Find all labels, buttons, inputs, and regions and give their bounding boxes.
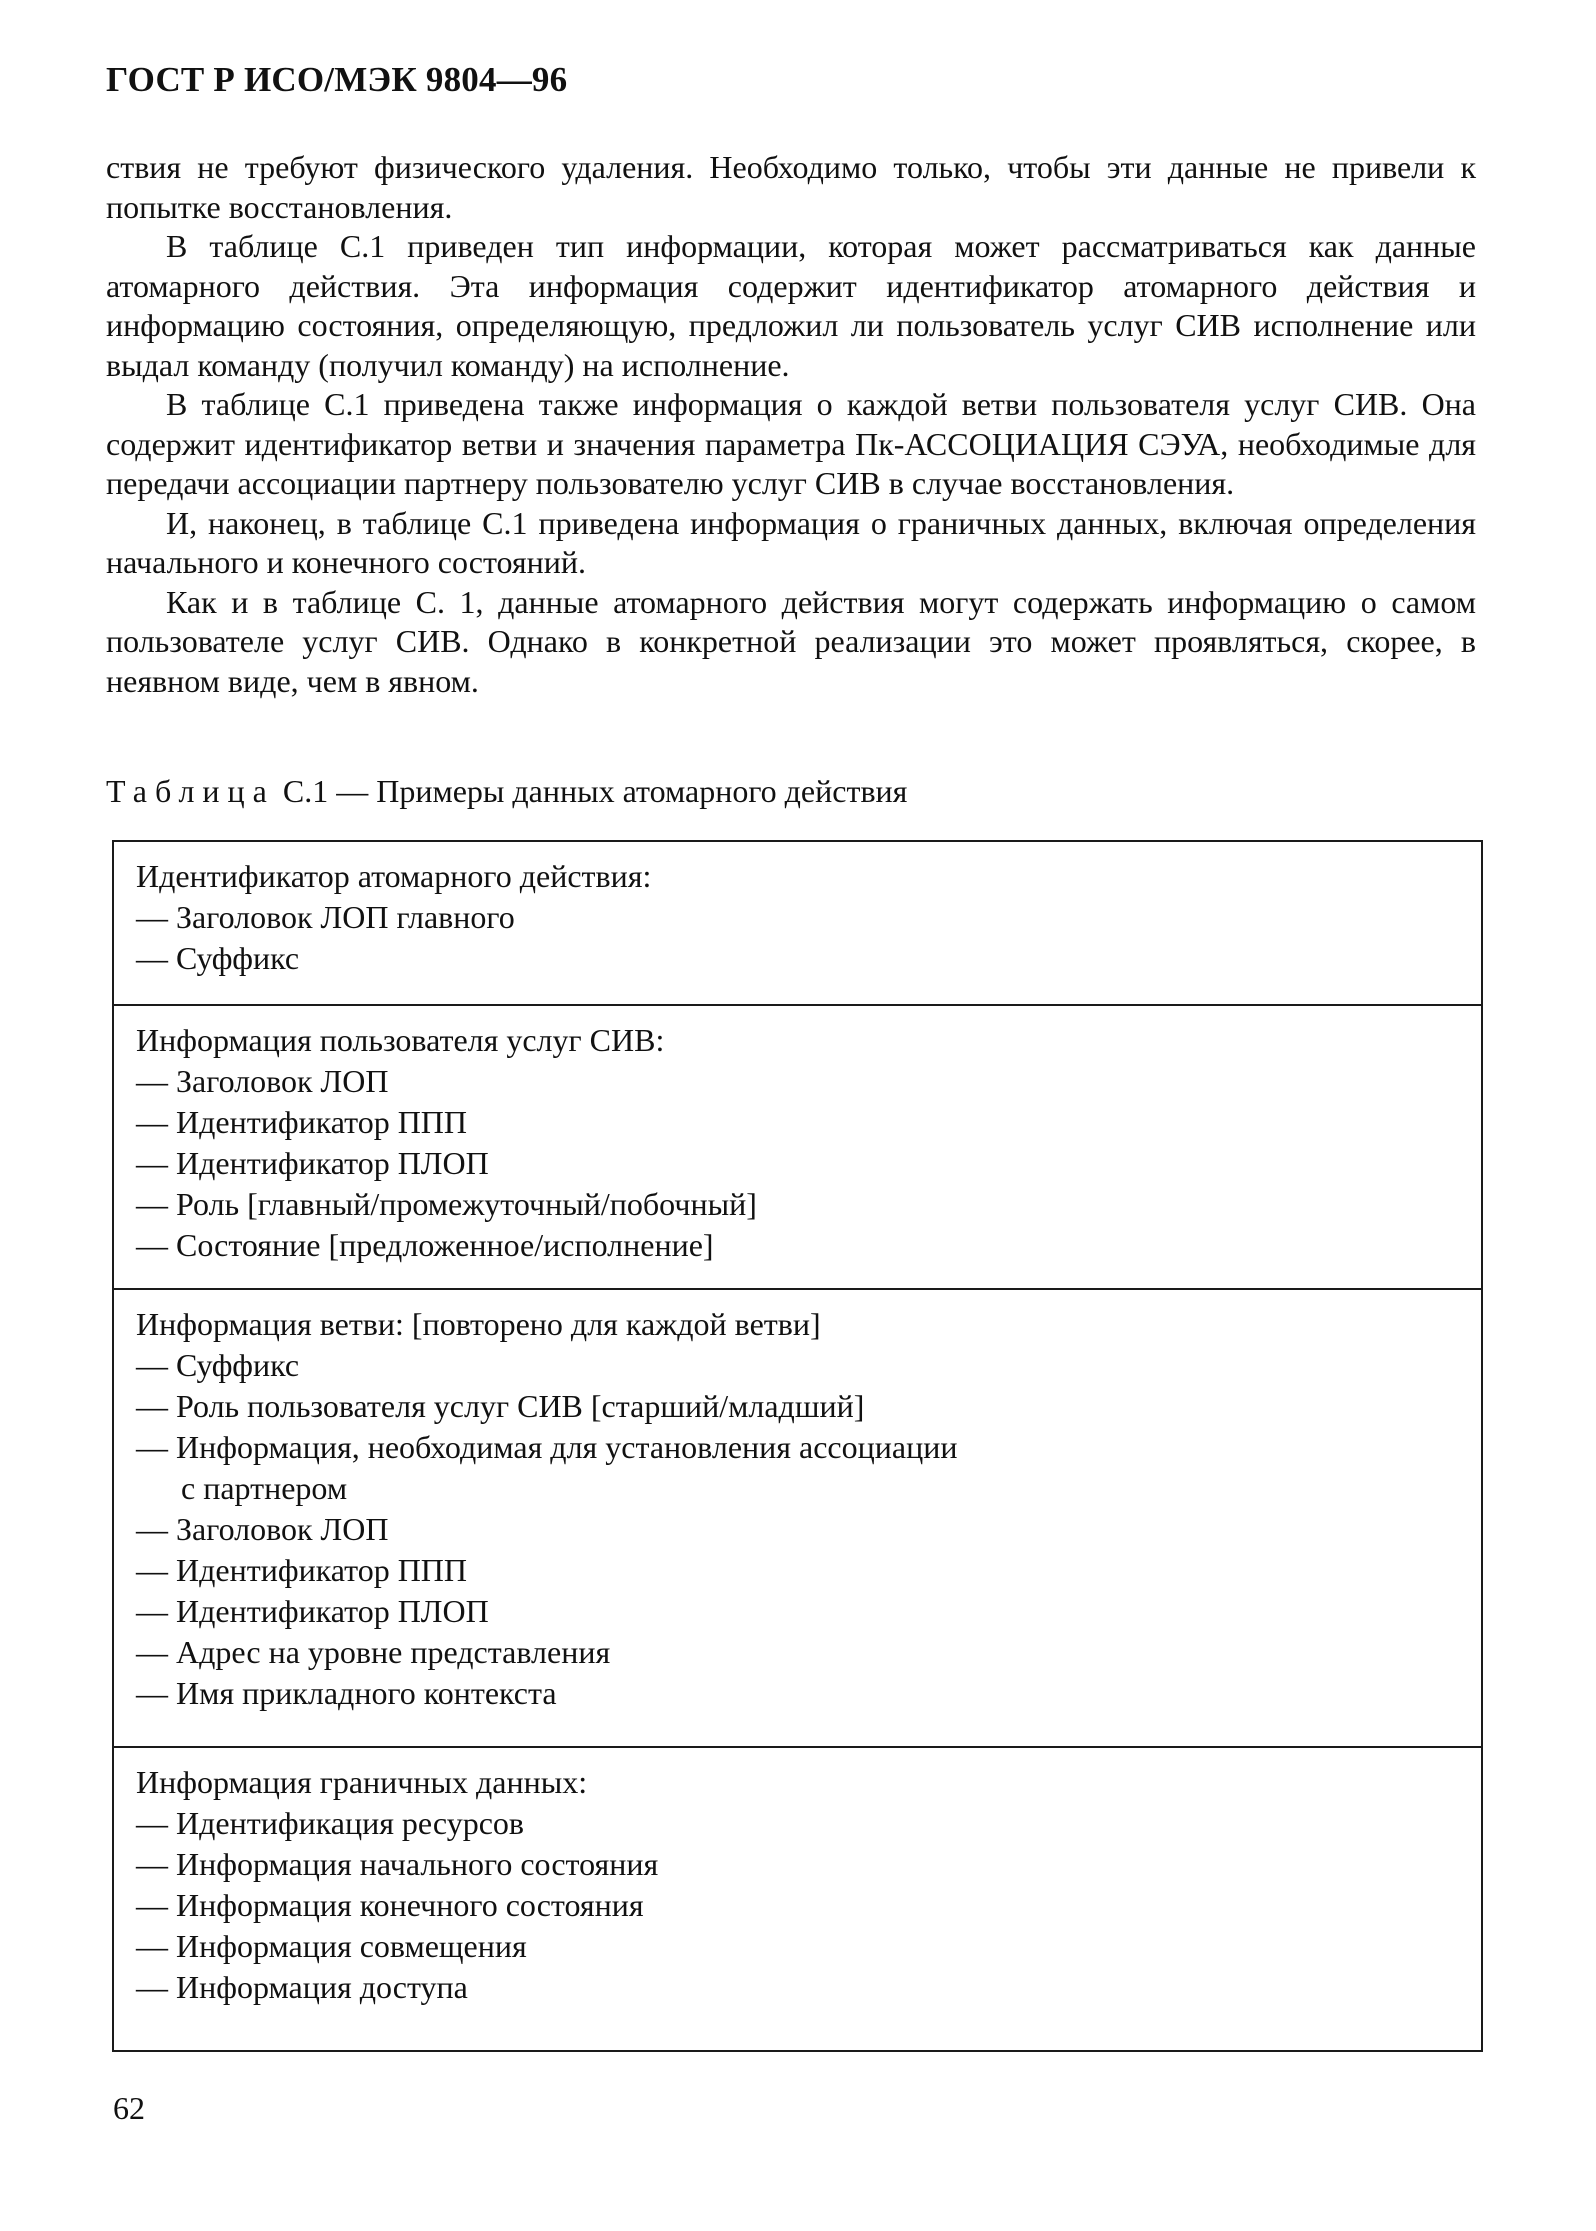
cell-item: — Идентификатор ПЛОП (136, 1593, 489, 1629)
cell-title: Информация ветви: [повторено для каждой ветви] (136, 1306, 821, 1342)
cell-item: — Информация конечного состояния (136, 1887, 644, 1923)
data-table (112, 840, 1483, 2052)
paragraph: Как и в таблице С. 1, данные атомарного действия могут содержать информацию о самом пользователе услуг СИВ. Однако в конкретной реализации это может проявляться, скорее, в неявном виде, чем в явном. (106, 583, 1476, 699)
cell-item: — Заголовок ЛОП (136, 1063, 389, 1099)
paragraph: В таблице С.1 приведен тип информации, которая может рассматриваться как данные атомарного действия. Эта информация содержит идентификатор атомарного действия и информацию состояния, определяющую, предложил ли пользователь услуг СИВ исполнение или выдал команду (получил команду) на исполнение. (106, 228, 1476, 383)
cell-item: — Заголовок ЛОП главного (136, 899, 515, 935)
cell-item: — Заголовок ЛОП (136, 1511, 389, 1547)
cell-item: — Информация, необходимая для установления ассоциации (136, 1429, 958, 1465)
cell-title: Информация пользователя услуг СИВ: (136, 1022, 665, 1058)
cell-item: — Суффикс (136, 940, 300, 976)
table-cell-user-info (114, 1004, 1481, 1288)
cell-title: Идентификатор атомарного действия: (136, 858, 652, 894)
cell-item: — Идентификация ресурсов (136, 1805, 525, 1841)
table-caption (106, 772, 907, 811)
cell-item: — Состояние [предложенное/исполнение] (136, 1227, 714, 1263)
table-cell-boundary-data (114, 1746, 1481, 2050)
table-caption-number: С.1 (282, 773, 329, 809)
cell-item: — Роль пользователя услуг СИВ [старший/младший] (136, 1388, 865, 1424)
table-caption-label: Таблица (106, 773, 275, 809)
cell-item: — Идентификатор ПЛОП (136, 1145, 489, 1181)
cell-item: — Имя прикладного контекста (136, 1675, 557, 1711)
paragraph: ствия не требуют физического удаления. Необходимо только, чтобы эти данные не привели к попытке восстановления. (106, 149, 1476, 225)
cell-item: — Идентификатор ППП (136, 1552, 468, 1588)
body-text (106, 148, 1476, 701)
cell-item: — Роль [главный/промежуточный/побочный] (136, 1186, 757, 1222)
document-header: ГОСТ Р ИСО/МЭК 9804—96 (106, 60, 568, 99)
cell-item: — Идентификатор ППП (136, 1104, 468, 1140)
cell-title: Информация граничных данных: (136, 1764, 588, 1800)
table-cell-branch-info (114, 1288, 1481, 1746)
page-number: 62 (113, 2090, 145, 2126)
cell-item: — Суффикс (136, 1347, 300, 1383)
cell-item: — Информация доступа (136, 1969, 468, 2005)
paragraph: В таблице С.1 приведена также информация о каждой ветви пользователя услуг СИВ. Она содержит идентификатор ветви и значения параметра Пк-АССОЦИАЦИЯ СЭУА, необходимые для передачи ассоциации партнеру пользователю услуг СИВ в случае восстановления. (106, 386, 1476, 501)
cell-item: — Адрес на уровне представления (136, 1634, 611, 1670)
cell-item: — Информация совмещения (136, 1928, 527, 1964)
paragraph: И, наконец, в таблице С.1 приведена информация о граничных данных, включая определения начального и конечного состояний. (106, 504, 1476, 580)
cell-item-continuation: с партнером (181, 1470, 348, 1506)
cell-item: — Информация начального состояния (136, 1846, 659, 1882)
table-caption-text: — Примеры данных атомарного действия (336, 773, 908, 809)
table-cell-atomic-action-id (114, 842, 1481, 1004)
